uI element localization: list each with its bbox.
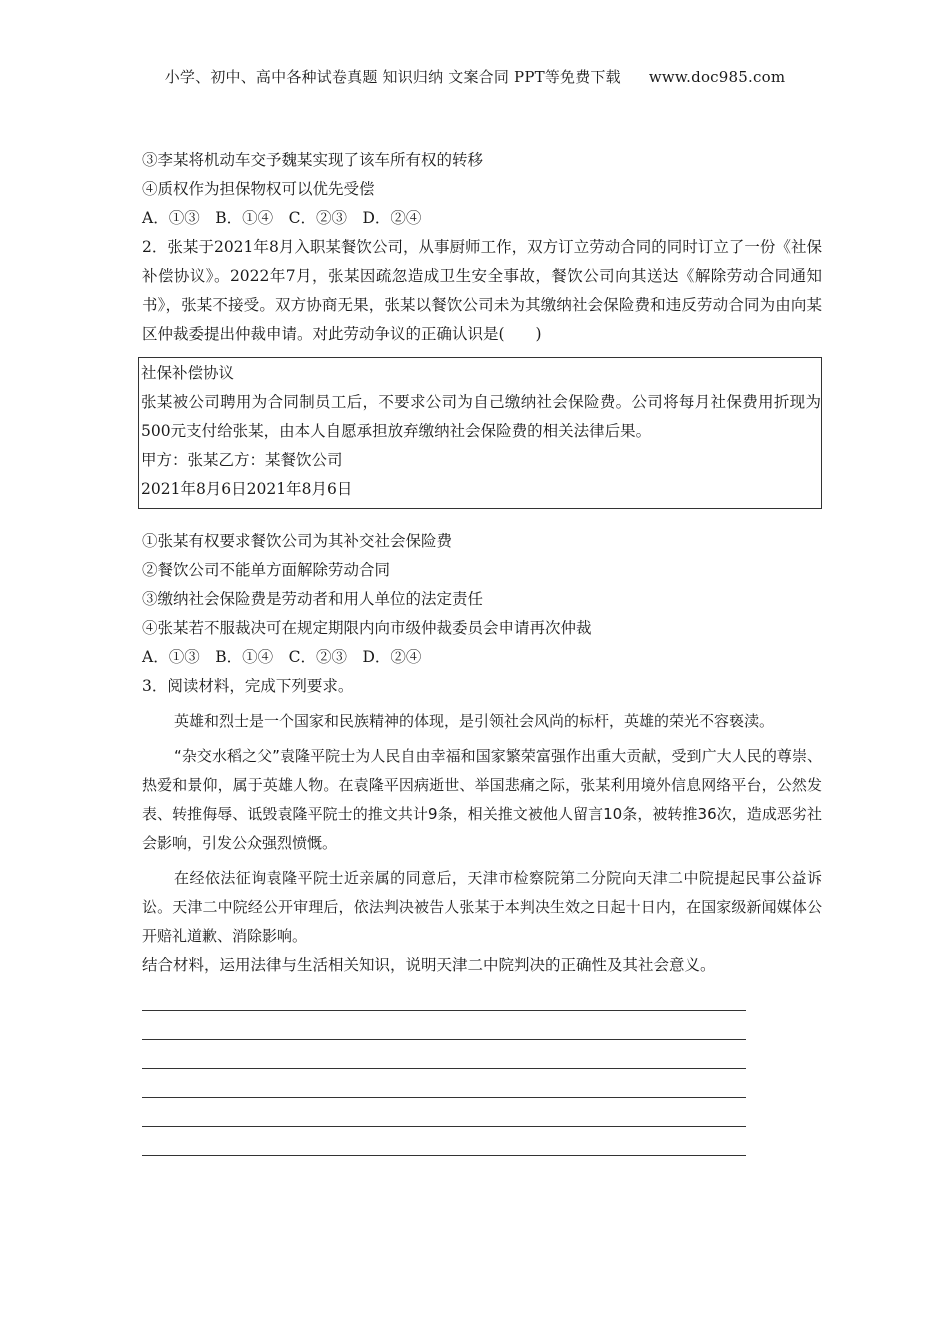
q2-agreement-box (138, 357, 822, 509)
page-header (0, 66, 950, 87)
answer-lines (142, 982, 822, 1156)
q3-material-paragraph-2: “杂交水稻之父”袁隆平院士为人民自由幸福和国家繁荣富强作出重大贡献，受到广大人民的尊崇、热爱和景仰，属于英雄人物。在袁隆平因病逝世、举国悲痛之际，张某利用境外信息网络平台，公然发表、转推侮辱、诋毁袁隆平院士的推文共计9条，相关推文被他人留言10条，被转推36次，造成恶劣社会影响，引发公众强烈愤慨。 (142, 747, 822, 852)
agreement-parties: 甲方：张某乙方：某餐饮公司 (141, 451, 343, 469)
answer-line[interactable] (142, 1069, 746, 1098)
answer-line[interactable] (142, 1011, 746, 1040)
q2-option-3: ③缴纳社会保险费是劳动者和用人单位的法定责任 (142, 590, 484, 608)
q3-material-paragraph-3: 在经依法征询袁隆平院士近亲属的同意后，天津市检察院第二分院向天津二中院提起民事公益诉讼。天津二中院经公开审理后，依法判决被告人张某于本判决生效之日起十日内，在国家级新闻媒体公开赔礼道歉、消除影响。 (142, 869, 822, 945)
agreement-title: 社保补偿协议 (141, 364, 235, 382)
answer-line[interactable] (142, 1040, 746, 1069)
answer-line[interactable] (142, 1127, 746, 1156)
document-body (142, 146, 822, 1156)
q3-stem: 3．阅读材料，完成下列要求。 (142, 677, 354, 695)
header-text: 小学、初中、高中各种试卷真题 知识归纳 文案合同 PPT等免费下载 (164, 68, 621, 86)
q3-material-paragraph-1: 英雄和烈士是一个国家和民族精神的体现，是引领社会风尚的标杆，英雄的荣光不容亵渎。 (174, 712, 775, 730)
agreement-dates: 2021年8月6日2021年8月6日 (141, 480, 353, 498)
q2-option-1: ①张某有权要求餐饮公司为其补交社会保险费 (142, 532, 453, 550)
q1-option-3: ③李某将机动车交予魏某实现了该车所有权的转移 (142, 151, 484, 169)
q1-answer-choices: A．①③ B．①④ C．②③ D．②④ (142, 209, 422, 227)
q3-task: 结合材料，运用法律与生活相关知识，说明天津二中院判决的正确性及其社会意义。 (142, 956, 716, 974)
header-site: www.doc985.com (648, 68, 786, 86)
answer-line[interactable] (142, 1098, 746, 1127)
q2-stem: 2．张某于2021年8月入职某餐饮公司，从事厨师工作，双方订立劳动合同的同时订立了一份《社保补偿协议》。2022年7月，张某因疏忽造成卫生安全事故，餐饮公司向其送达《解除劳动合同通知书》，张某不接受。双方协商无果，张某以餐饮公司未为其缴纳社会保险费和违反劳动合同为由向某区仲裁委提出仲裁申请。对此劳动争议的正确认识是( ) (142, 238, 822, 343)
q2-option-2: ②餐饮公司不能单方面解除劳动合同 (142, 561, 391, 579)
q2-answer-choices: A．①③ B．①④ C．②③ D．②④ (142, 648, 422, 666)
answer-line[interactable] (142, 982, 746, 1011)
agreement-body: 张某被公司聘用为合同制员工后，不要求公司为自己缴纳社会保险费。公司将每月社保费用折现为500元支付给张某，由本人自愿承担放弃缴纳社会保险费的相关法律后果。 (141, 393, 821, 440)
q2-option-4: ④张某若不服裁决可在规定期限内向市级仲裁委员会申请再次仲裁 (142, 619, 592, 637)
q1-option-4: ④质权作为担保物权可以优先受偿 (142, 180, 375, 198)
